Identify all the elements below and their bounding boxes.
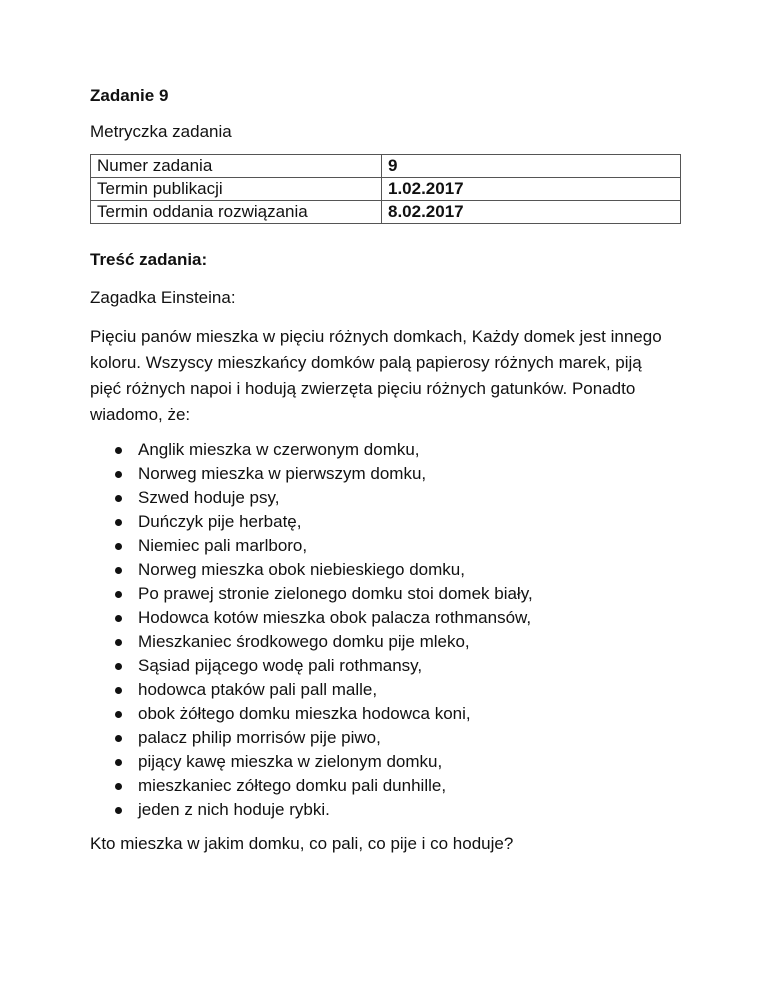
bullet-icon bbox=[115, 591, 122, 598]
content-heading: Treść zadania: bbox=[90, 250, 208, 269]
list-item bbox=[90, 630, 690, 654]
bullet-icon bbox=[115, 639, 122, 646]
clue-text: Hodowca kotów mieszka obok palacza rothmansów, bbox=[138, 608, 532, 627]
list-item bbox=[90, 534, 690, 558]
list-item bbox=[90, 582, 690, 606]
bullet-icon bbox=[115, 495, 122, 502]
clue-text: Szwed hoduje psy, bbox=[138, 488, 280, 507]
bullet-icon bbox=[115, 471, 122, 478]
table-row bbox=[91, 178, 681, 201]
table-row bbox=[91, 201, 681, 224]
table-cell-value: 1.02.2017 bbox=[382, 178, 681, 201]
bullet-icon bbox=[115, 663, 122, 670]
clue-text: hodowca ptaków pali pall malle, bbox=[138, 680, 378, 699]
bullet-icon bbox=[115, 615, 122, 622]
clue-text: Mieszkaniec środkowego domku pije mleko, bbox=[138, 632, 470, 651]
bullet-icon bbox=[115, 567, 122, 574]
clue-text: Niemiec pali marlboro, bbox=[138, 536, 308, 555]
table-cell-value: 9 bbox=[382, 155, 681, 178]
clue-text: pijący kawę mieszka w zielonym domku, bbox=[138, 752, 443, 771]
list-item bbox=[90, 798, 690, 822]
task-title: Zadanie 9 bbox=[90, 86, 169, 105]
clue-text: Anglik mieszka w czerwonym domku, bbox=[138, 440, 420, 459]
list-item bbox=[90, 486, 690, 510]
bullet-icon bbox=[115, 687, 122, 694]
clue-text: Po prawej stronie zielonego domku stoi domek biały, bbox=[138, 584, 533, 603]
table-cell-label: Termin publikacji bbox=[91, 178, 382, 201]
metadata-caption: Metryczka zadania bbox=[90, 122, 232, 141]
list-item bbox=[90, 510, 690, 534]
list-item bbox=[90, 702, 690, 726]
table-cell-label: Termin oddania rozwiązania bbox=[91, 201, 382, 224]
metadata-table bbox=[90, 154, 681, 224]
table-cell-value: 8.02.2017 bbox=[382, 201, 681, 224]
clue-text: Duńczyk pije herbatę, bbox=[138, 512, 302, 531]
puzzle-name: Zagadka Einsteina: bbox=[90, 288, 236, 307]
list-item bbox=[90, 654, 690, 678]
document-page bbox=[90, 84, 690, 856]
clue-text: Norweg mieszka obok niebieskiego domku, bbox=[138, 560, 465, 579]
list-item bbox=[90, 606, 690, 630]
bullet-icon bbox=[115, 759, 122, 766]
clue-text: Sąsiad pijącego wodę pali rothmansy, bbox=[138, 656, 423, 675]
bullet-icon bbox=[115, 447, 122, 454]
clue-text: palacz philip morrisów pije piwo, bbox=[138, 728, 381, 747]
list-item bbox=[90, 678, 690, 702]
bullet-icon bbox=[115, 711, 122, 718]
list-item bbox=[90, 438, 690, 462]
clue-text: obok żółtego domku mieszka hodowca koni, bbox=[138, 704, 471, 723]
table-cell-label: Numer zadania bbox=[91, 155, 382, 178]
list-item bbox=[90, 726, 690, 750]
list-item bbox=[90, 774, 690, 798]
puzzle-intro: Pięciu panów mieszka w pięciu różnych domkach, Każdy domek jest innego koloru. Wszyscy mieszkańcy domków palą papierosy różnych marek, piją pięć różnych napoi i hodują zwierzęta pięciu różnych gatunków. Ponadto wiadomo, że: bbox=[90, 327, 662, 424]
table-row bbox=[91, 155, 681, 178]
bullet-icon bbox=[115, 519, 122, 526]
list-item bbox=[90, 558, 690, 582]
closing-question: Kto mieszka w jakim domku, co pali, co pije i co hoduje? bbox=[90, 834, 514, 853]
clue-list bbox=[90, 438, 690, 822]
bullet-icon bbox=[115, 807, 122, 814]
bullet-icon bbox=[115, 543, 122, 550]
list-item bbox=[90, 462, 690, 486]
clue-text: jeden z nich hoduje rybki. bbox=[138, 800, 330, 819]
bullet-icon bbox=[115, 735, 122, 742]
bullet-icon bbox=[115, 783, 122, 790]
list-item bbox=[90, 750, 690, 774]
clue-text: mieszkaniec zółtego domku pali dunhille, bbox=[138, 776, 447, 795]
clue-text: Norweg mieszka w pierwszym domku, bbox=[138, 464, 427, 483]
